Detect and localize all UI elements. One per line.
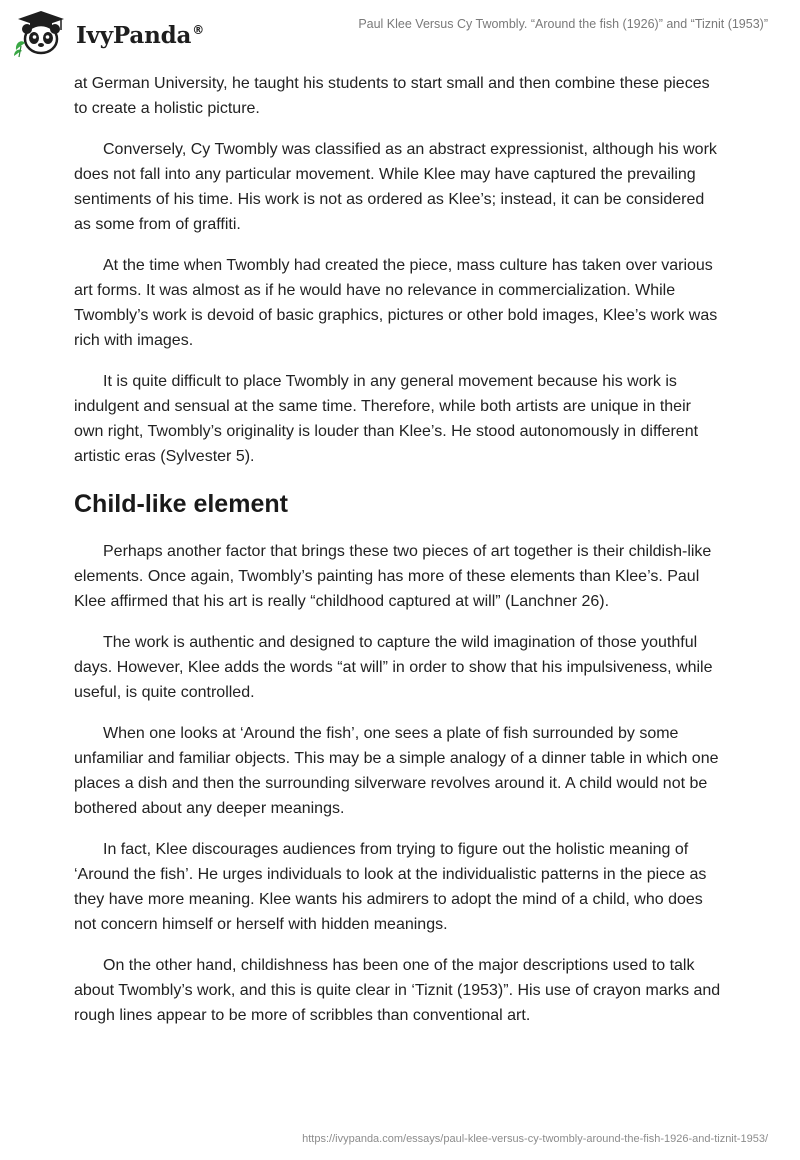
paragraph: It is quite difficult to place Twombly in any general movement because his work is indulgent and sensual at the same time. Therefore, while both artists are unique in their own right, Twombly’s originality is louder than Klee’s. He stood autonomously in different artistic eras (Sylvester 5). xyxy=(74,373,699,465)
panda-graduate-icon xyxy=(12,8,70,58)
registered-mark: ® xyxy=(192,22,204,37)
ivypanda-logo[interactable] xyxy=(12,8,204,58)
section-heading: Child-like element xyxy=(74,490,288,518)
paragraph: When one looks at ‘Around the fish’, one sees a plate of fish surrounded by some unfamiliar and familiar objects. This may be a simple analogy of a dinner table in which one places a dish and then the surrounding silverware revolves around it. A child would not be bothered about any deeper meanings. xyxy=(74,725,719,817)
document-title: Paul Klee Versus Cy Twombly. “Around the fish (1926)” and “Tiznit (1953)” xyxy=(358,17,768,31)
essay-content xyxy=(74,71,724,1044)
page-header xyxy=(0,0,800,70)
paragraph: At the time when Twombly had created the piece, mass culture has taken over various art forms. It was almost as if he would have no relevance in commercialization. While Twombly’s work is devoid of basic graphics, pictures or other bold images, Klee’s work was rich with images. xyxy=(74,257,718,349)
paragraph: Perhaps another factor that brings these two pieces of art together is their childish-like elements. Once again, Twombly’s painting has more of these elements than Klee’s. Paul Klee affirmed that his art is really “childhood captured at will” (Lanchner 26). xyxy=(74,543,712,610)
paragraph: at German University, he taught his students to start small and then combine these pieces to create a holistic picture. xyxy=(74,75,710,117)
paragraph: In fact, Klee discourages audiences from trying to figure out the holistic meaning of ‘Around the fish’. He urges individuals to look at the individualistic patterns in the piece as they have more meaning. Klee wants his admirers to adopt the mind of a child, who does not concern himself or herself with hidden meanings. xyxy=(74,841,707,933)
paragraph: On the other hand, childishness has been one of the major descriptions used to talk about Twombly’s work, and this is quite clear in ‘Tiznit (1953)”. His use of crayon marks and rough lines appear to be more of scribbles than conventional art. xyxy=(74,957,721,1024)
paragraph: The work is authentic and designed to capture the wild imagination of those youthful days. However, Klee adds the words “at will” in order to show that his impulsiveness, while useful, is quite controlled. xyxy=(74,634,713,701)
source-url[interactable]: https://ivypanda.com/essays/paul-klee-versus-cy-twombly-around-the-fish-1926-and-tiznit-1953/ xyxy=(302,1133,768,1145)
brand-name: IvyPanda® xyxy=(76,21,204,49)
paragraph: Conversely, Cy Twombly was classified as an abstract expressionist, although his work does not fall into any particular movement. While Klee may have captured the prevailing sentiments of his time. His work is not as ordered as Klee’s; instead, it can be considered as some from of graffiti. xyxy=(74,141,717,233)
